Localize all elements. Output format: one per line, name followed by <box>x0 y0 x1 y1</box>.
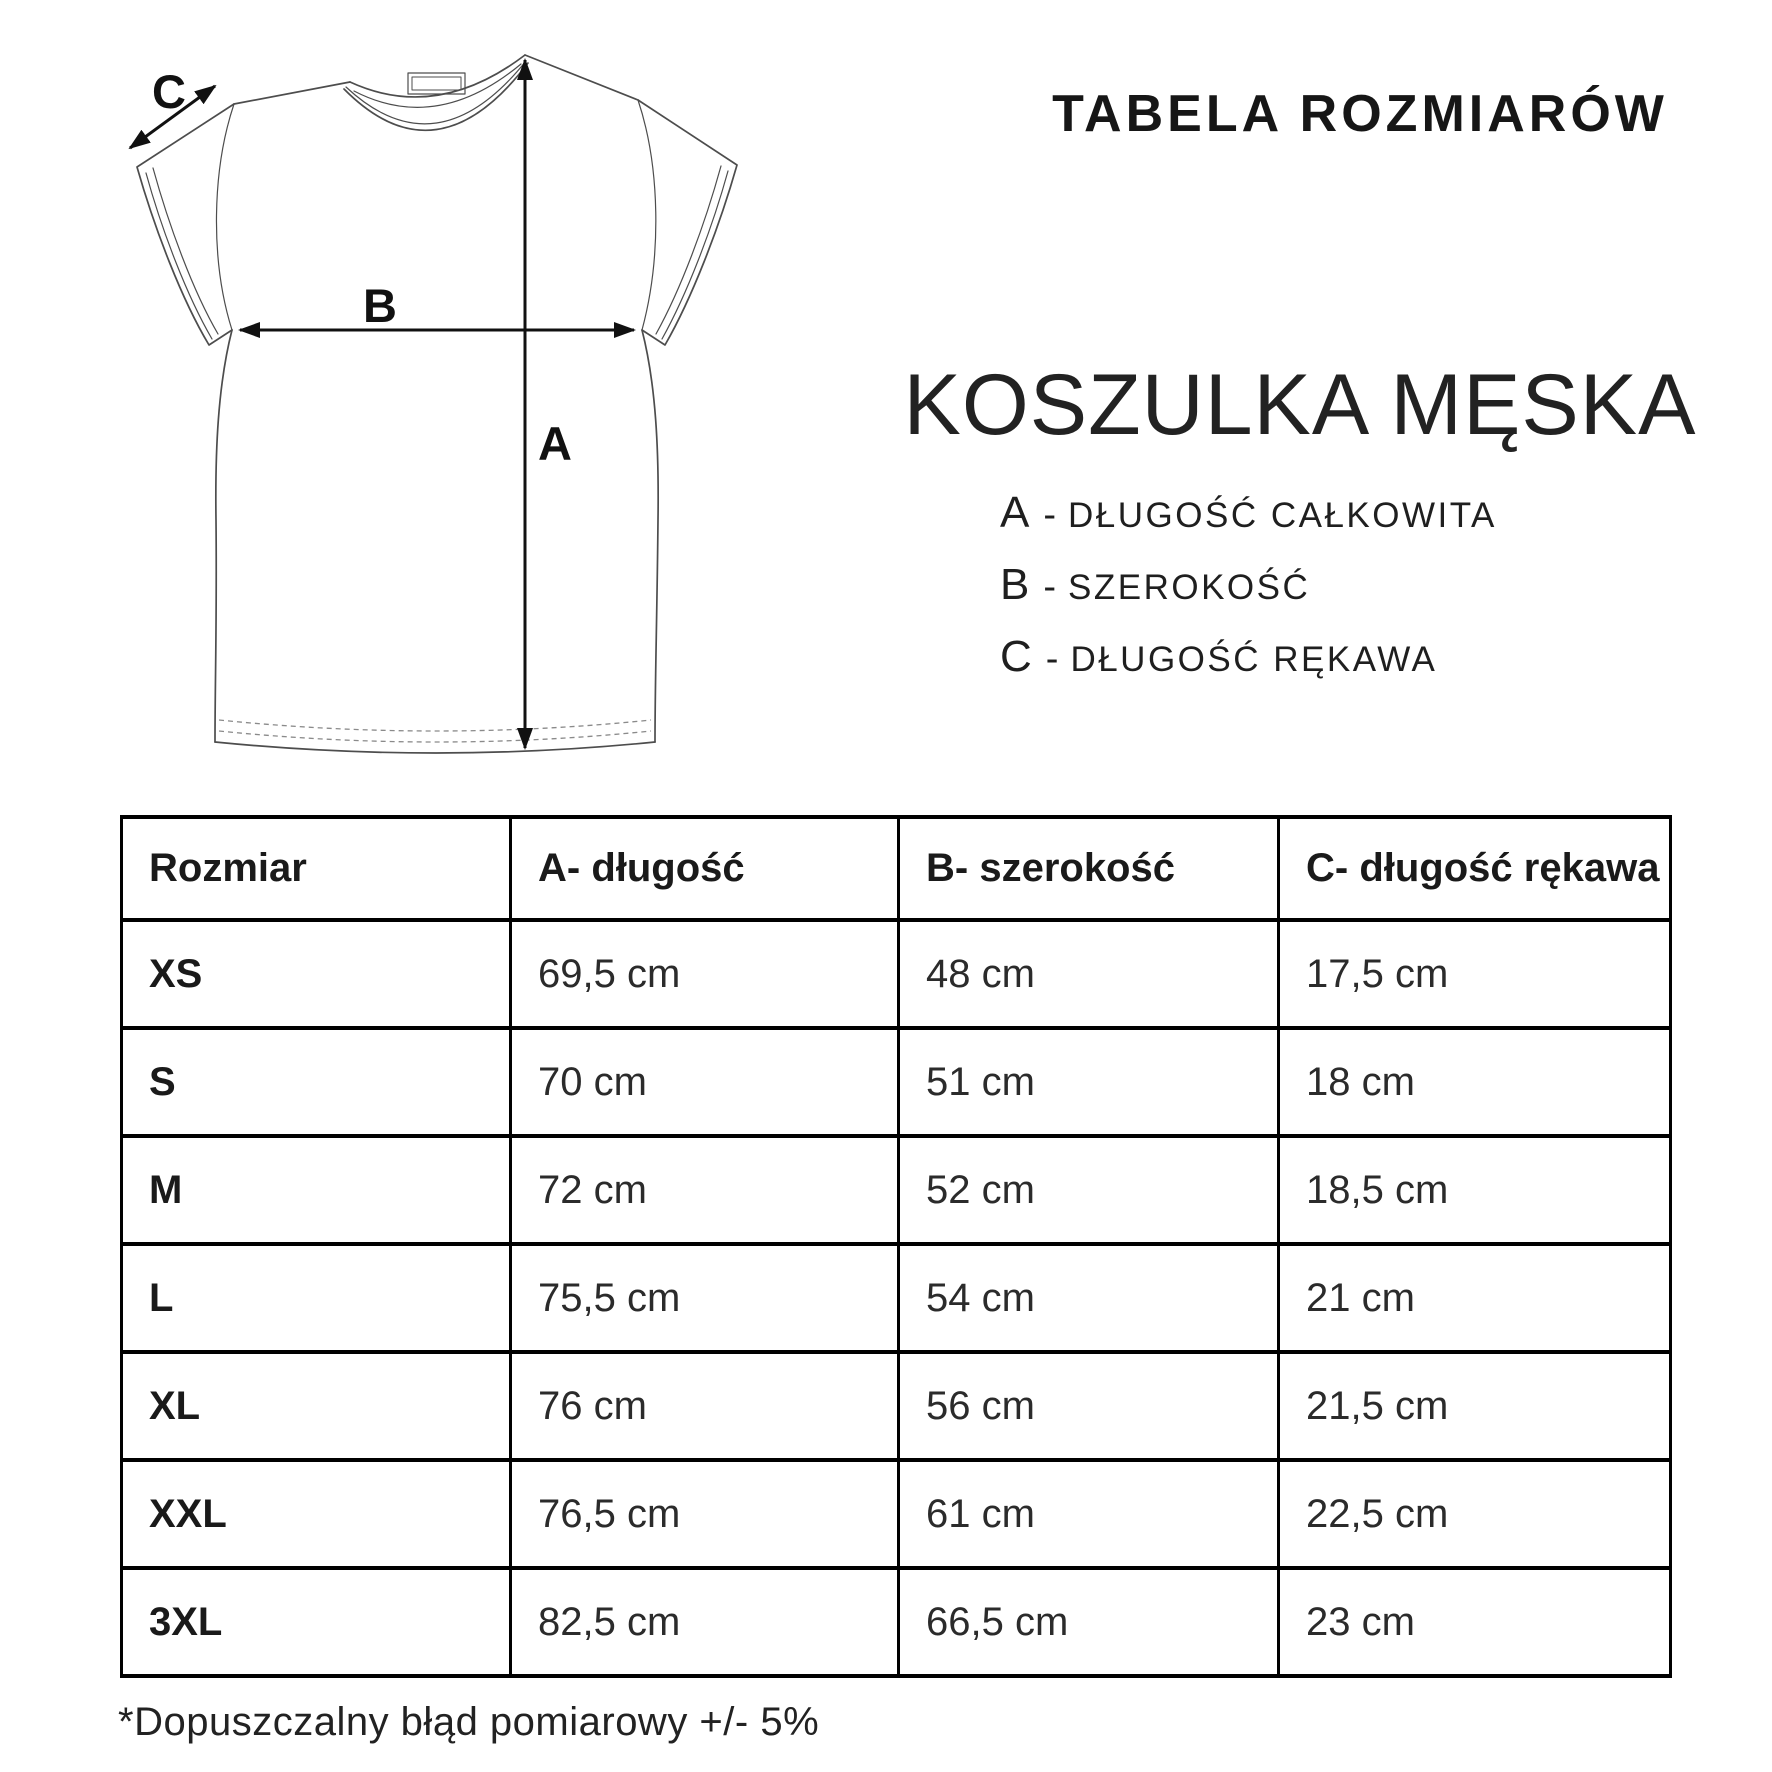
legend-separator: - <box>1043 566 1057 608</box>
diagram-label-C: C <box>152 65 186 118</box>
size-table <box>120 815 1672 1678</box>
header-c-dlugosc-rekawa: C- długość rękawa <box>1279 817 1671 920</box>
size-cell: S <box>122 1028 511 1136</box>
header-rozmiar: Rozmiar <box>122 817 511 920</box>
a-cell: 76 cm <box>511 1352 899 1460</box>
b-cell: 51 cm <box>899 1028 1279 1136</box>
c-cell: 21 cm <box>1279 1244 1671 1352</box>
legend-key: A <box>1000 488 1032 537</box>
size-cell: XL <box>122 1352 511 1460</box>
tshirt-outline <box>137 55 737 753</box>
a-cell: 76,5 cm <box>511 1460 899 1568</box>
hem-stitch-lines <box>219 720 651 742</box>
b-cell: 61 cm <box>899 1460 1279 1568</box>
c-cell: 17,5 cm <box>1279 920 1671 1028</box>
product-name: KOSZULKA MĘSKA <box>903 357 1697 453</box>
size-cell: 3XL <box>122 1568 511 1676</box>
table-header-row <box>122 817 1671 920</box>
table-row <box>122 1136 1671 1244</box>
b-cell: 66,5 cm <box>899 1568 1279 1676</box>
size-cell: L <box>122 1244 511 1352</box>
legend-label: DŁUGOŚĆ CAŁKOWITA <box>1068 496 1497 535</box>
measurement-legend <box>1000 482 1497 698</box>
legend-label: SZEROKOŚĆ <box>1068 568 1311 607</box>
tshirt-measurement-diagram <box>60 20 820 780</box>
b-cell: 52 cm <box>899 1136 1279 1244</box>
b-cell: 54 cm <box>899 1244 1279 1352</box>
legend-separator: - <box>1045 638 1059 680</box>
c-cell: 18 cm <box>1279 1028 1671 1136</box>
diagram-label-B: B <box>363 279 397 332</box>
legend-item-b <box>1000 554 1497 626</box>
header-a-dlugosc: A- długość <box>511 817 899 920</box>
legend-key: B <box>1000 560 1032 609</box>
table-row <box>122 1568 1671 1676</box>
legend-label: DŁUGOŚĆ RĘKAWA <box>1070 640 1438 679</box>
table-row <box>122 1244 1671 1352</box>
table-row <box>122 1352 1671 1460</box>
table-row <box>122 1028 1671 1136</box>
legend-item-a <box>1000 482 1497 554</box>
c-cell: 23 cm <box>1279 1568 1671 1676</box>
size-cell: M <box>122 1136 511 1244</box>
measurement-tolerance-note: *Dopuszczalny błąd pomiarowy +/- 5% <box>118 1700 820 1744</box>
a-cell: 82,5 cm <box>511 1568 899 1676</box>
c-cell: 22,5 cm <box>1279 1460 1671 1568</box>
header-b-szerokosc: B- szerokość <box>899 817 1279 920</box>
legend-item-c <box>1000 626 1497 698</box>
a-cell: 72 cm <box>511 1136 899 1244</box>
table-row <box>122 920 1671 1028</box>
a-cell: 70 cm <box>511 1028 899 1136</box>
legend-separator: - <box>1043 494 1057 536</box>
legend-key: C <box>1000 632 1034 681</box>
table-row <box>122 1460 1671 1568</box>
a-cell: 69,5 cm <box>511 920 899 1028</box>
size-cell: XXL <box>122 1460 511 1568</box>
b-cell: 56 cm <box>899 1352 1279 1460</box>
c-cell: 18,5 cm <box>1279 1136 1671 1244</box>
a-cell: 75,5 cm <box>511 1244 899 1352</box>
b-cell: 48 cm <box>899 920 1279 1028</box>
size-cell: XS <box>122 920 511 1028</box>
page-title: TABELA ROZMIARÓW <box>1052 85 1668 143</box>
diagram-label-A: A <box>538 417 572 470</box>
c-cell: 21,5 cm <box>1279 1352 1671 1460</box>
